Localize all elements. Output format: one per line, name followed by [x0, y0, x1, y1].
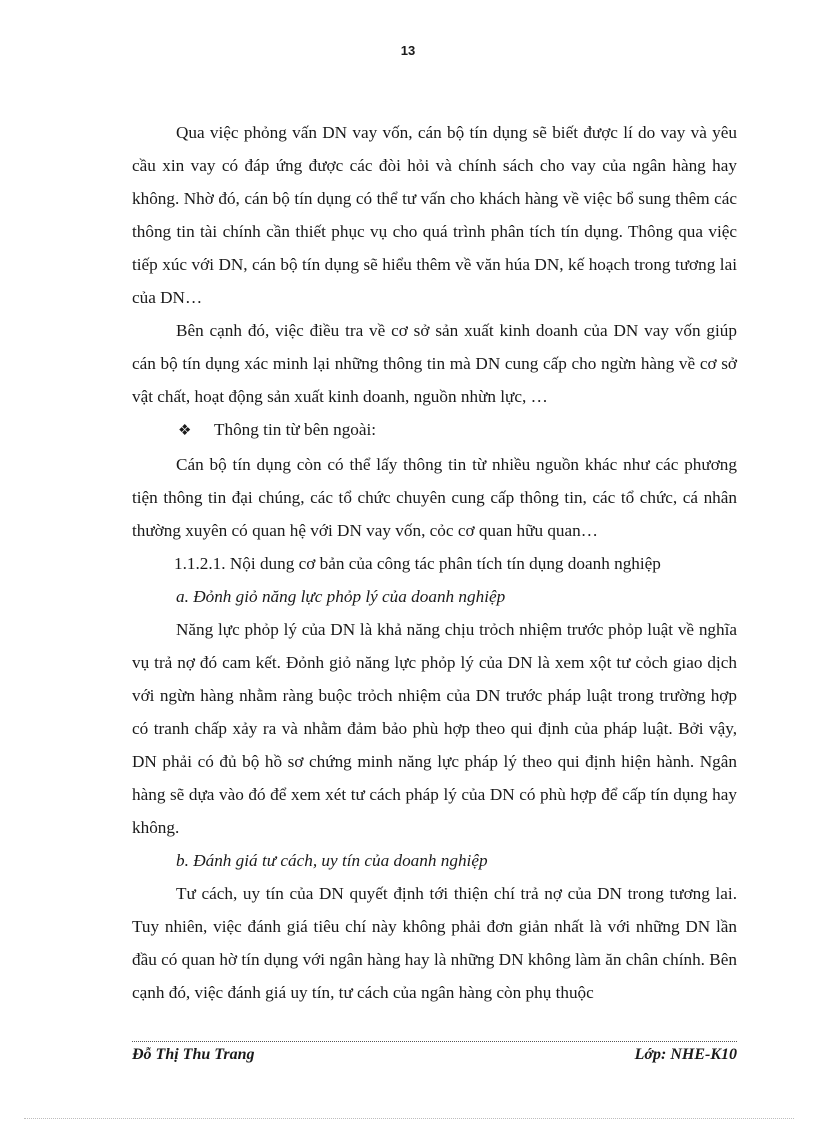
section-heading: 1.1.2.1. Nội dung cơ bản của công tác phân tích tín dụng doanh nghiệp [174, 554, 661, 573]
bullet-label: Thông tin từ bên ngoài: [214, 420, 377, 439]
diamond-bullet-icon: ❖ [178, 423, 192, 439]
paragraph-interview: Qua việc phỏng vấn DN vay vốn, cán bộ tín dụng sẽ biết được lí do vay và yêu cầu xin vay có đáp ứng được các đòi hỏi và chính sách cho vay của ngân hàng hay không. Nhờ đó, cán bộ tín dụng có thể tư vấn cho khách hàng về việc bổ sung thêm các thông tin tài chính cần thiết phục vụ cho quá trình phân tích tín dụng. Thông qua việc tiếp xúc với DN, cán bộ tín dụng sẽ hiểu thêm về văn húa DN, kế hoạch trong tương lai của DN… [132, 123, 737, 307]
page-edge-divider [24, 1118, 794, 1119]
subheading-b: b. Đánh giá tư cách, uy tín của doanh nghiệp [176, 851, 488, 870]
page-number: 13 [400, 43, 416, 58]
paragraph-reputation: Tư cách, uy tín của DN quyết định tới thiện chí trả nợ của DN trong tương lai. Tuy nhiên, việc đánh giá tiêu chí này không phải đơn giản nhất là với những DN lần đầu có quan hờ tín dụng với ngân hàng hay là những DN không làm ăn chân chính. Bên cạnh đó, việc đánh giá uy tín, tư cách của ngân hàng còn phụ thuộc [132, 884, 737, 1002]
paragraph-external-sources: Cán bộ tín dụng còn có thể lấy thông tin từ nhiều nguồn khác như các phương tiện thông tin đại chúng, các tổ chức chuyên cung cấp thông tin, các tổ chức, cá nhân thường xuyên có quan hệ với DN vay vốn, cỏc cơ quan hữu quan… [132, 455, 737, 540]
paragraph-site-investigation: Bên cạnh đó, việc điều tra về cơ sở sản xuất kinh doanh của DN vay vốn giúp cán bộ tín dụng xác minh lại những thông tin mà DN cung cấp cho ngừn hàng về cơ sở vật chất, hoạt động sản xuất kinh doanh, nguồn nhừn lực, … [132, 321, 737, 406]
document-body [132, 116, 737, 1009]
bullet-external-info [132, 413, 737, 448]
footer-class: Lớp: NHE-K10 [634, 1046, 737, 1063]
footer-divider [132, 1041, 737, 1042]
paragraph-legal-capacity: Năng lực phỏp lý của DN là khả năng chịu trỏch nhiệm trước phỏp luật về nghĩa vụ trả nợ đó cam kết. Đỏnh giỏ năng lực phỏp lý của DN là xem xột tư cỏch giao dịch với ngừn hàng nhằm ràng buộc trỏch nhiệm của DN trước pháp luật trong trường hợp có tranh chấp xảy ra và nhằm đảm bảo phù hợp theo qui định của pháp luật. Bởi vậy, DN phải có đủ bộ hồ sơ chứng minh năng lực pháp lý theo qui định hiện hành. Ngân hàng sẽ dựa vào đó để xem xét tư cách pháp lý của DN có phù hợp để cấp tín dụng hay không. [132, 620, 737, 837]
subheading-a: a. Đỏnh giỏ năng lực phỏp lý của doanh nghiệp [176, 587, 506, 606]
footer-author: Đỗ Thị Thu Trang [132, 1046, 255, 1063]
